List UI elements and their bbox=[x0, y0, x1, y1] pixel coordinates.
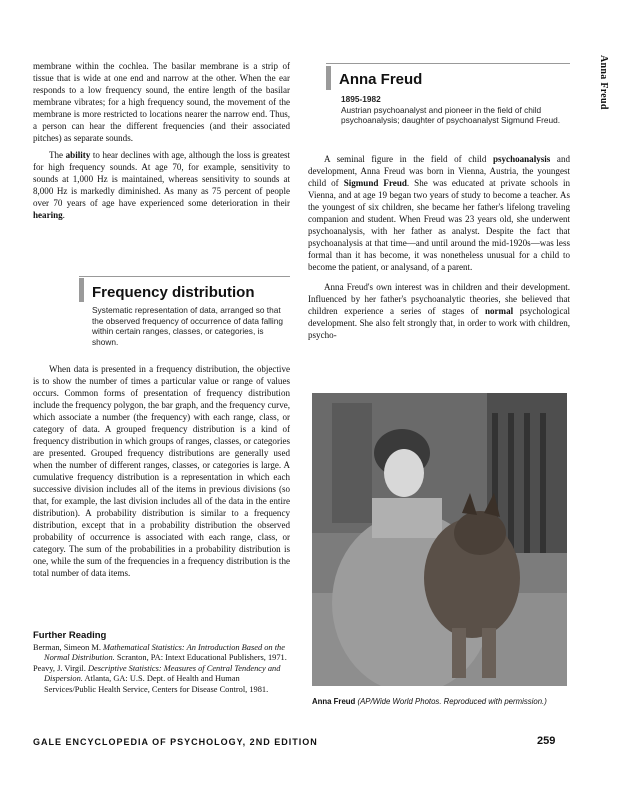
freud-dates: 1895-1982 bbox=[341, 94, 381, 104]
freud-entry-bar bbox=[326, 66, 331, 90]
hearing-paragraph-1: membrane within the cochlea. The basilar membrane is a strip of tissue that is wide at one end and narrow at the other. When the ear responds to a low frequency sound, the entire length of the basilar membrane vibrates; for a high frequency sound, the movement of the membrane is more restricted to locations nearer the narrow end. Thus, a person can hear the different frequencies (and their associated pitches) as separate sounds. bbox=[33, 61, 290, 143]
frequency-entry-rule bbox=[79, 276, 290, 277]
hearing-paragraph-2: The ability to hear declines with age, although the loss is greatest for high frequency sounds. At age 70, for example, sensitivity to sounds at 1,000 Hz is maintained, whereas sensitivity to sounds at 8,000 Hz is markedly diminished. As many as 75 percent of people over 70 years of age have experienced some deterioration in their hearing. bbox=[33, 150, 291, 220]
keyword-psychoanalysis[interactable]: psychoanalysis bbox=[492, 154, 551, 164]
frequency-entry-bar bbox=[79, 278, 84, 302]
frequency-entry-definition: Systematic representation of data, arranged so that the observed frequency of occurrence of data falling within certain ranges, classes, or categories, is shown. bbox=[92, 305, 283, 347]
running-head: Anna Freud bbox=[598, 55, 609, 110]
keyword-sigmund-freud[interactable]: Sigmund Freud bbox=[343, 178, 407, 188]
keyword-normal[interactable]: normal bbox=[484, 306, 514, 316]
caption-credit: (AP/Wide World Photos. Reproduced with permission.) bbox=[355, 697, 547, 706]
reference-item: Berman, Simeon M. Mathematical Statistics: An Introduction Based on the Normal Distribution. Scranton, PA: Intext Educational Publishers, 1971. bbox=[33, 643, 287, 663]
freud-entry-header-text bbox=[341, 94, 570, 126]
page-number: 259 bbox=[537, 735, 556, 747]
photo-caption bbox=[312, 697, 567, 707]
freud-paragraph-1: A seminal figure in the field of child psychoanalysis and development, Anna Freud was born in Vienna, Austria, the youngest child of Sigmund Freud. She was educated at private schools in Vienna, and at age 19 began two years of study to become a teacher. As the youngest of six children, she became her father's lifelong traveling companion and student. When Freud was 23 years old, she underwent psychoanalysis, with her father as analyst. Despite the fact that psychoanalysis at that time—and until around the mid-1920s—was less formal than it has become, it was nonetheless unusual for a child to become the patient, or analysand, of a parent. bbox=[308, 154, 570, 272]
further-reading bbox=[33, 630, 290, 695]
reference-item: Peavy, J. Virgil. Descriptive Statistics: Measures of Central Tendency and Dispersion. Atlanta, GA: U.S. Dept. of Health and Human Services/Public Health Service, Centers for Disease Control, 1981. bbox=[33, 663, 281, 694]
photo-illustration bbox=[312, 393, 567, 686]
caption-name: Anna Freud bbox=[312, 697, 356, 706]
freud-description: Austrian psychoanalyst and pioneer in the field of child psychoanalysis; daughter of psychoanalyst Sigmund Freud. bbox=[341, 104, 561, 125]
left-column-top bbox=[33, 60, 290, 221]
frequency-entry-title: Frequency distribution bbox=[92, 284, 255, 301]
frequency-body-paragraph: When data is presented in a frequency distribution, the objective is to show the number of times a particular value or range of values occurs. Common forms of presentation of frequency distribution include the frequency polygon, the bar graph, and the frequency curve, which associate a number (the frequency) with each range, class, or category of data. A grouped frequency distribution is a kind of frequency distribution in which groups of ranges, classes, or categories are presented. Grouped frequency distributions are generally used when the number of different ranges, classes, or categories is large. A cumulative frequency distribution is a representation in which each successive division includes all of the items in previous divisions (so that, for example, the last division includes all of the data in the entire distribution). A probability distribution is similar to a frequency distribution, except that in a probability distribution the observed probability of occurrence is associated with each range, class, or category. The sum of the probabilities in a probability distribution is one, while the sum of the frequencies in a frequency distribution is the total number of data items. bbox=[33, 364, 291, 578]
keyword-hearing[interactable]: hearing bbox=[33, 210, 63, 220]
freud-paragraph-2: Anna Freud's own interest was in children and their development. Influenced by her father's psychoanalytic theories, she believed that children experience a series of stages of normal psychological development. She also felt strongly that, in order to work with children, psycho- bbox=[308, 282, 570, 340]
footer-publication: GALE ENCYCLOPEDIA OF PSYCHOLOGY, 2ND EDITION bbox=[33, 737, 318, 747]
frequency-entry-body bbox=[33, 363, 290, 579]
keyword-ability[interactable]: ability bbox=[65, 150, 91, 160]
freud-entry-title: Anna Freud bbox=[339, 71, 423, 88]
further-reading-heading: Further Reading bbox=[33, 630, 107, 641]
freud-entry-rule bbox=[326, 63, 570, 64]
anna-freud-photo bbox=[312, 393, 567, 686]
freud-entry-body bbox=[308, 153, 570, 341]
